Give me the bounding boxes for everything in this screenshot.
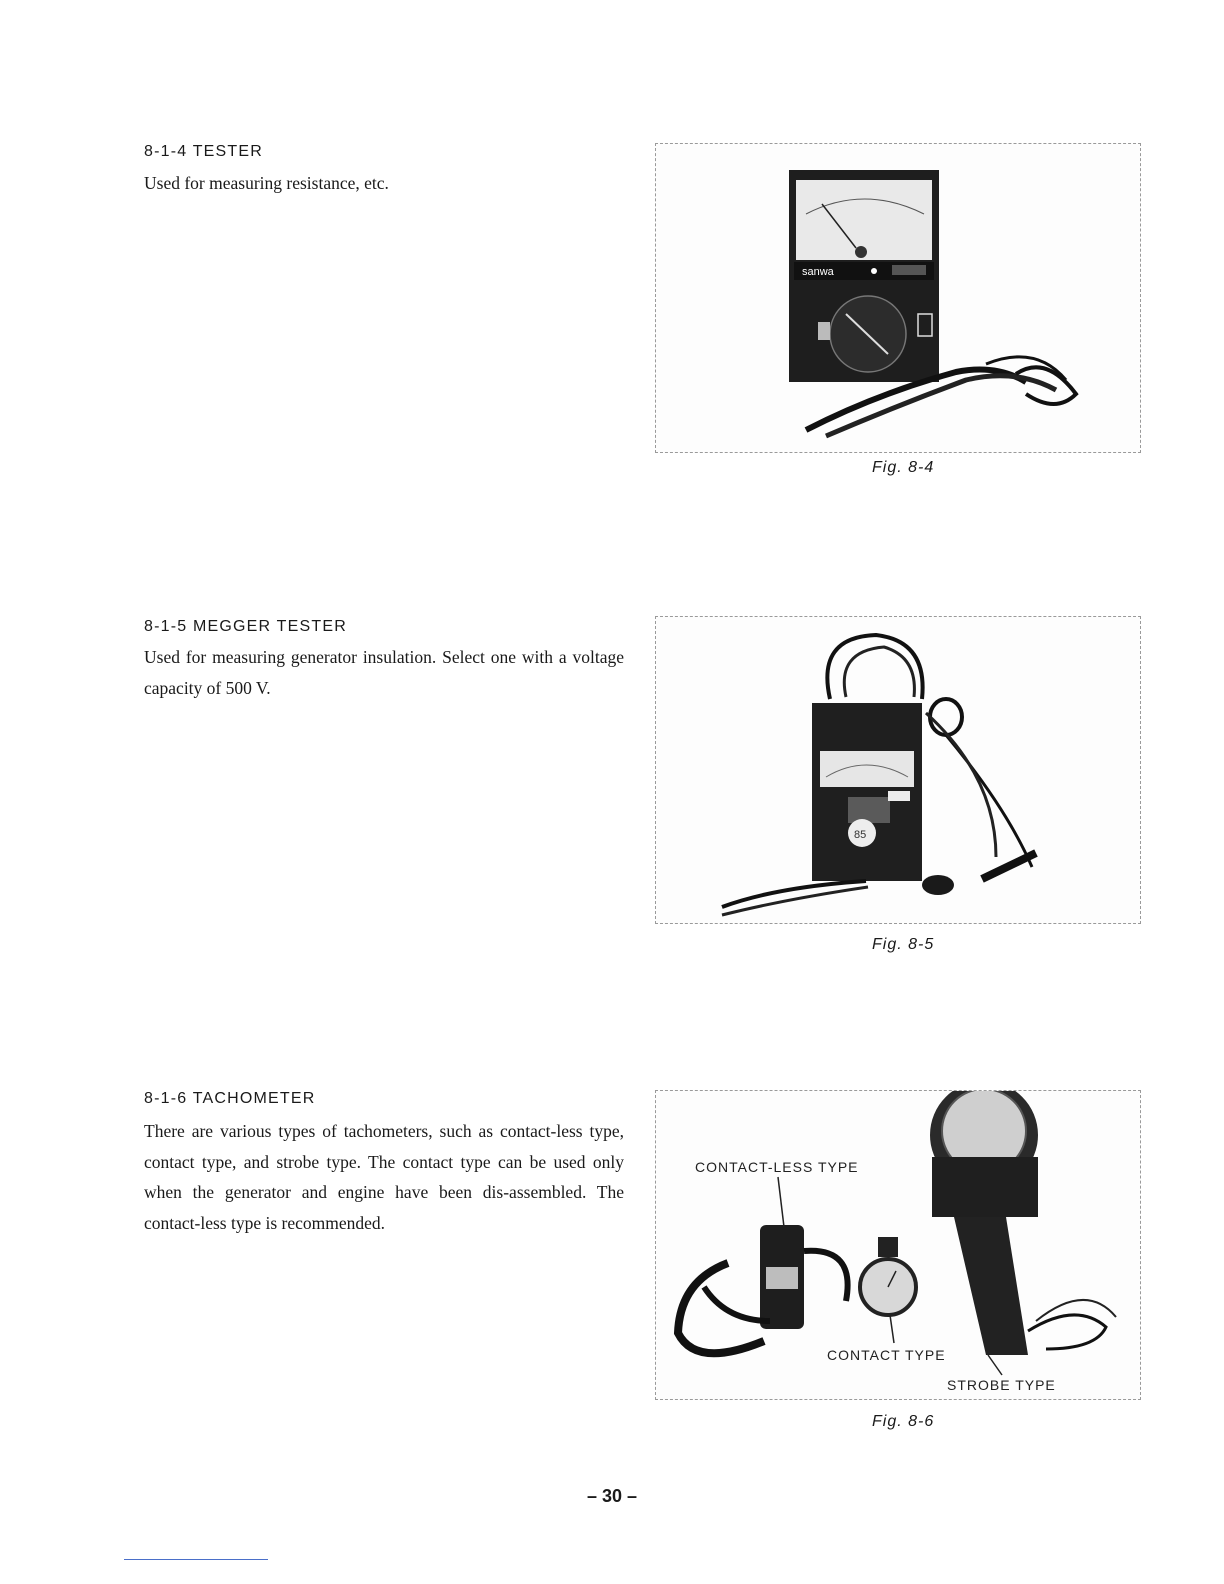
section-body-tachometer: There are various types of tachometers, such as contact-less type, contact type, and strobe type. The contact type can be used only when the generator and engine have been dis-assembled. The contact-less type is recommended. [144, 1121, 624, 1233]
section-heading-tester: 8-1-4 TESTER [144, 143, 264, 160]
svg-text:85: 85 [854, 829, 867, 841]
section-heading-megger-tester: 8-1-5 MEGGER TESTER [144, 618, 347, 635]
footer-rule [124, 1559, 268, 1560]
callout-contact-type: CONTACT TYPE [827, 1347, 946, 1363]
figure-megger-photo [655, 616, 1141, 924]
section-body-tester: Used for measuring resistance, etc. [144, 173, 389, 193]
section-body-megger-tester: Used for measuring generator insulation. Select one with a voltage capacity of 500 V. [144, 647, 624, 698]
figure-tachometer-photo [655, 1090, 1141, 1400]
figure-caption-8-6: Fig. 8-6 [872, 1413, 935, 1430]
figure-tester-photo [655, 143, 1141, 453]
page-number: – 30 – [586, 1486, 638, 1506]
section-heading-tachometer: 8-1-6 TACHOMETER [144, 1090, 316, 1107]
meter-brand-label: sanwa [802, 266, 834, 278]
figure-caption-8-4: Fig. 8-4 [872, 459, 935, 476]
callout-strobe-type: STROBE TYPE [947, 1377, 1056, 1393]
callout-contact-less-type: CONTACT-LESS TYPE [695, 1159, 859, 1175]
figure-caption-8-5: Fig. 8-5 [872, 936, 935, 953]
